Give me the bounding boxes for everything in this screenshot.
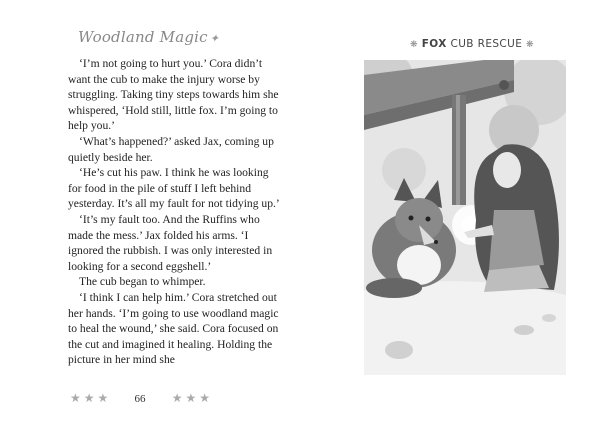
page-footer (70, 391, 210, 406)
paragraph: ‘It’s my fault too. And the Ruffins who made the mess.’ Jax folded his arms. ‘I ignored the rubbish. I was only interested in looking for a second eggshell.’ (68, 212, 273, 273)
footer-stars-right: ★ ★ ★ (171, 391, 210, 405)
illustration-drawing (364, 60, 566, 375)
paw-icon: ❋ (526, 40, 534, 50)
chapter-word-rest: CUB RESCUE (450, 38, 523, 50)
paragraph: ‘I think I can help him.’ Cora stretched out her hands. ‘I’m going to use woodland magic to heal the wound,’ she said. Cora focused on the cut and imagined it healing. Holding the picture in her mind she (68, 290, 279, 367)
paragraph: ‘He’s cut his paw. I think he was looking for food in the pile of stuff I left behind yesterday. It’s all my fault for not tidying up.’ (68, 166, 280, 211)
paragraph: The cub began to whimper. (79, 275, 206, 289)
page-number: 66 (134, 392, 146, 405)
paragraph: ‘What’s happened?’ asked Jax, coming up quietly beside her. (68, 134, 274, 164)
footer-stars-left: ★ ★ ★ (70, 391, 109, 405)
paw-icon: ❋ (410, 40, 418, 50)
chapter-title (410, 38, 534, 50)
wand-icon: ✦ (209, 32, 220, 45)
story-illustration (364, 60, 566, 375)
paragraph: ‘I’m not going to hurt you.’ Cora didn’t want the cub to make the injury worse by struggling. Taking tiny steps towards him she whispered, ‘Hold still, little fox. I’m going to help you.’ (68, 57, 279, 133)
story-text (68, 56, 283, 368)
series-title: Woodland Magic ✦ (78, 28, 220, 46)
chapter-word-fox: FOX (421, 38, 447, 50)
